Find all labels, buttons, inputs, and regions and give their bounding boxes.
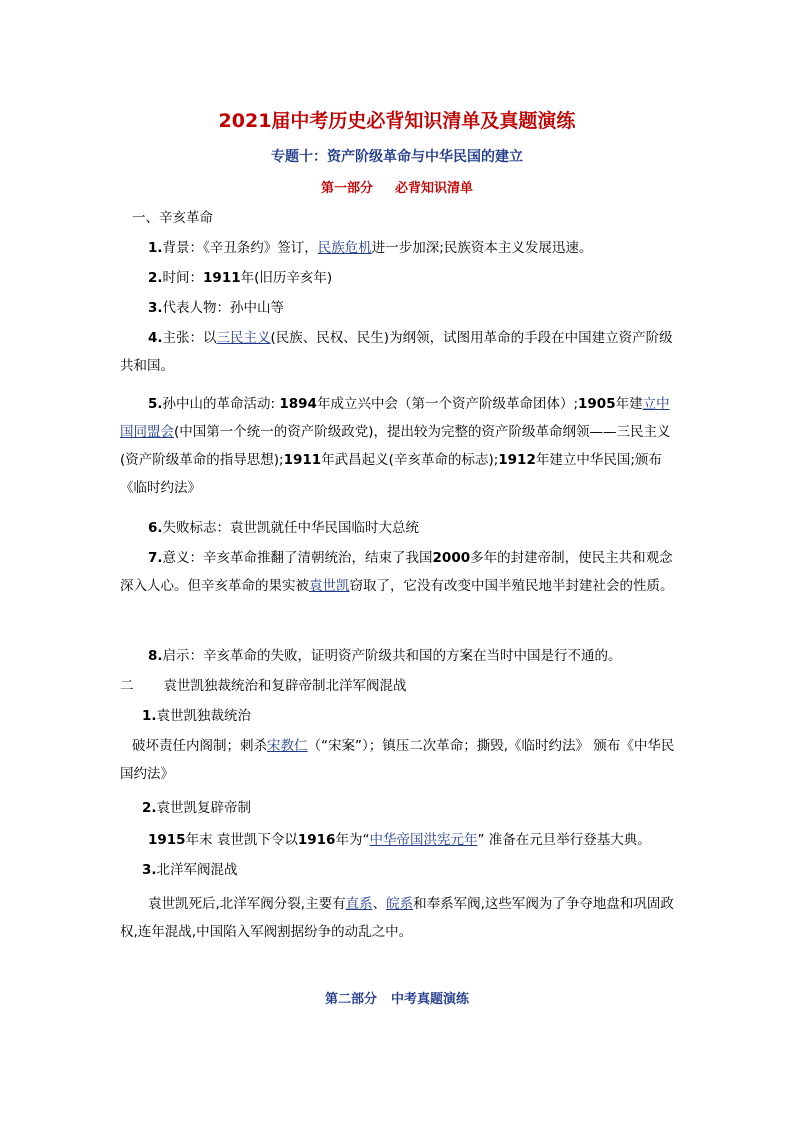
item-5: 5.孙中山的革命活动: 1894年成立兴中会（第一个资产阶级革命团体）;1905年建立中国同盟会(中国第一个统一的资产阶级政党)，提出较为完整的资产阶级革命纲领——三民主义(资产阶级革命的指导思想);1911年武昌起义(辛亥革命的标志);1912年建立中华民国;颁布《临时约法》 [120,396,671,496]
item-6: 6.失败标志：袁世凯就任中华民国临时大总统 [148,520,420,536]
part-two-heading [0,988,794,1007]
part-one-label: 第一部分 [320,181,373,196]
sub-1-title: 1.袁世凯独裁统治 [142,708,252,724]
sub-2-title: 2.袁世凯复辟帝制 [142,800,252,816]
item-8: 8.启示：辛亥革命的失败，证明资产阶级共和国的方案在当时中国是行不通的。 [148,648,622,664]
part-one-name: 必背知识清单 [395,181,474,196]
item-2: 2.时间：1911年(旧历辛亥年) [148,270,333,286]
sub-3-text: 袁世凯死后,北洋军阀分裂,主要有直系、皖系和奉系军阀,这些军阀为了争夺地盘和巩固政权,连年混战,中国陷入军阀割据纷争的动乱之中。 [120,896,674,940]
section-1-heading: 一、辛亥革命 [132,210,213,226]
link-wanxi[interactable]: 皖系 [386,896,414,912]
link-hongxian[interactable]: 中华帝国洪宪元年 [369,832,478,848]
link-sanmin-zhuyi[interactable]: 三民主义 [216,330,271,346]
sub-1-text: 破坏责任内阁制；刺杀宋教仁（“宋案”）；镇压二次革命；撕毁,《临时约法》 颁布《中华民国约法》 [120,738,675,782]
item-4: 4.主张：以三民主义(民族、民权、民生)为纲领，试图用革命的手段在中国建立资产阶级共和国。 [120,330,673,374]
item-7: 7.意义：辛亥革命推翻了清朝统治，结束了我国2000多年的封建帝制，使民主共和观念深入人心。但辛亥革命的果实被袁世凯窃取了，它没有改变中国半殖民地半封建社会的性质。 [120,550,674,594]
link-song-jiaoren[interactable]: 宋教仁 [267,738,308,754]
part-one-heading [0,177,794,196]
sub-2-text: 1915年末 袁世凯下令以1916年为“中华帝国洪宪元年” 准备在元旦举行登基大典。 [148,832,651,848]
link-yuan-shikai[interactable]: 袁世凯 [309,578,350,594]
item-1: 1.背景：《辛丑条约》签订，民族危机进一步加深;民族资本主义发展迅速。 [148,240,593,256]
sub-3-title: 3.北洋军阀混战 [142,862,238,878]
link-zhixi[interactable]: 直系 [345,896,373,912]
part-two-name: 中考真题演练 [391,992,470,1007]
topic-subtitle: 专题十：资产阶级革命与中华民国的建立 [271,149,523,165]
document-title: 2021届中考历史必背知识清单及真题演练 [218,110,576,132]
link-tongmenghui[interactable]: 立中国同盟会 [120,396,670,440]
item-3: 3.代表人物：孙中山等 [148,300,285,316]
link-minzu-weiji[interactable]: 民族危机 [317,240,372,256]
section-2-heading: 二 袁世凯独裁统治和复辟帝制北洋军阀混战 [120,678,407,694]
part-two-label: 第二部分 [324,992,377,1007]
